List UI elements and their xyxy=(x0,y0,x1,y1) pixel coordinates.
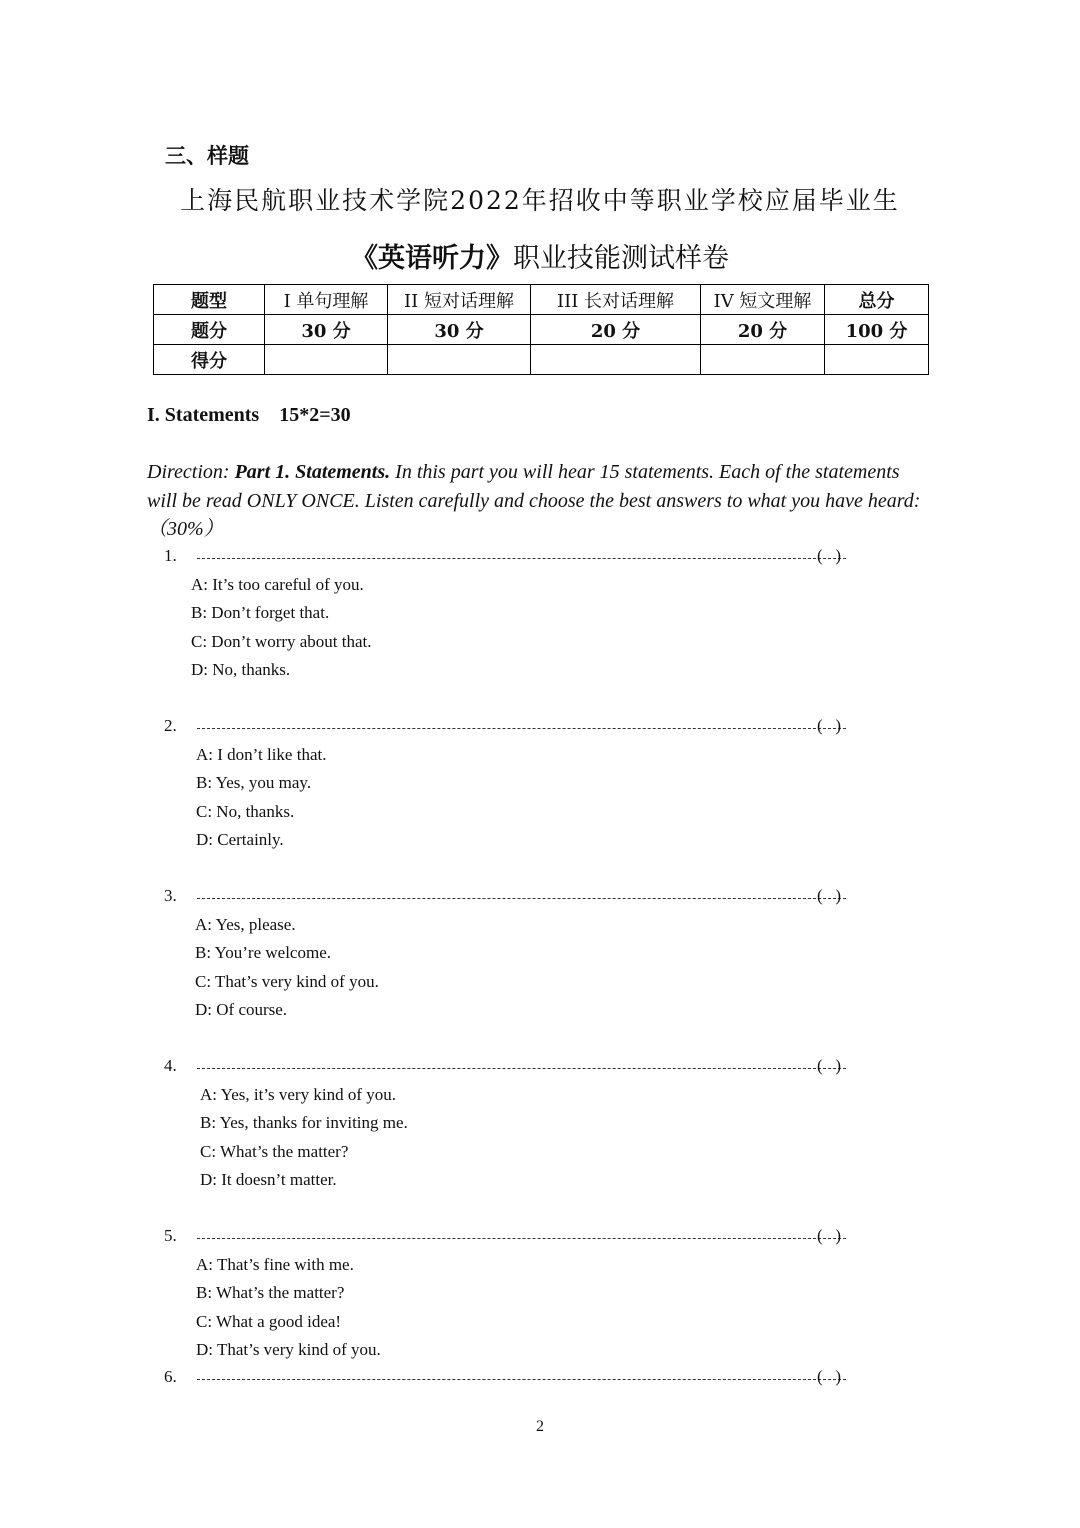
score-table-cell xyxy=(388,345,531,375)
question-line xyxy=(164,1226,864,1250)
answer-blank[interactable]: ( ) xyxy=(817,716,842,735)
answer-blank[interactable]: ( ) xyxy=(817,1367,842,1386)
answer-option: C: Don’t worry about that. xyxy=(191,631,372,651)
question-line xyxy=(164,716,864,740)
score-table-row-label: 得分 xyxy=(154,345,265,375)
answer-blank[interactable]: ( ) xyxy=(817,546,842,565)
score-table-cell: 30 分 xyxy=(265,315,388,345)
score-table-row-label: 题分 xyxy=(154,315,265,345)
answer-blank[interactable]: ( ) xyxy=(817,1056,842,1075)
score-table-header-row xyxy=(154,285,929,315)
answer-option: D: That’s very kind of you. xyxy=(196,1339,381,1359)
score-table-cell: 20 分 xyxy=(701,315,825,345)
question-number: 6. xyxy=(164,1367,177,1386)
score-table-cell xyxy=(701,345,825,375)
answer-dash-line xyxy=(197,728,846,729)
answer-option: B: Yes, thanks for inviting me. xyxy=(200,1113,408,1133)
answer-option: B: Yes, you may. xyxy=(196,773,312,793)
answer-dash-line xyxy=(197,1238,846,1239)
answer-option: B: Don’t forget that. xyxy=(191,603,330,623)
answer-dash-line xyxy=(197,1379,846,1380)
direction-bold: Part 1. Statements. xyxy=(234,461,391,483)
answer-option: C: No, thanks. xyxy=(196,801,295,821)
score-table-cell: 20 分 xyxy=(531,315,701,345)
score-table-cell xyxy=(825,345,929,375)
score-table-header-cell: III 长对话理解 xyxy=(531,285,701,315)
score-table-cell: 100 分 xyxy=(825,315,929,345)
answer-blank[interactable]: ( ) xyxy=(817,886,842,905)
question-line xyxy=(164,886,864,910)
score-table-cell xyxy=(265,345,388,375)
score-table-header-cell: 总分 xyxy=(825,285,929,315)
score-table-header-cell: IV 短文理解 xyxy=(701,285,825,315)
score-table-points-row xyxy=(154,315,929,345)
answer-option: D: It doesn’t matter. xyxy=(200,1169,337,1189)
direction-body: In this part you will hear 15 statements. Each of the statements will be read ONLY ONCE. Listen carefully and choose the best answers to what you have heard:（30%） xyxy=(147,461,921,540)
score-table-score-row xyxy=(154,345,929,375)
answer-option: A: That’s fine with me. xyxy=(196,1255,354,1274)
exam-subtitle: 职业技能测试样卷 xyxy=(513,243,729,274)
direction-lead: Direction: xyxy=(147,461,235,483)
score-table-header-cell: I 单句理解 xyxy=(265,285,388,315)
exam-title-line1: 上海民航职业技术学院2022年招收中等职业学校应届毕业生 xyxy=(180,186,900,215)
direction-text xyxy=(147,458,927,544)
answer-dash-line xyxy=(197,558,846,559)
question-line xyxy=(164,546,864,570)
answer-option: C: That’s very kind of you. xyxy=(195,971,379,991)
score-table xyxy=(153,284,929,375)
answer-option: D: Of course. xyxy=(195,999,288,1019)
exam-subject: 《英语听力》 xyxy=(351,243,513,274)
part-heading: I. Statements 15*2=30 xyxy=(147,404,351,426)
page-number: 2 xyxy=(536,1418,544,1435)
answer-option: B: You’re welcome. xyxy=(195,943,331,963)
answer-dash-line xyxy=(197,1068,846,1069)
question-line xyxy=(164,1367,864,1391)
answer-option: C: What’s the matter? xyxy=(200,1141,349,1161)
answer-blank[interactable]: ( ) xyxy=(817,1226,842,1245)
answer-option: A: I don’t like that. xyxy=(196,745,327,764)
question-number: 4. xyxy=(164,1056,177,1075)
score-table-cell: 30 分 xyxy=(388,315,531,345)
score-table-header-cell: II 短对话理解 xyxy=(388,285,531,315)
answer-option: C: What a good idea! xyxy=(196,1311,342,1331)
section-label: 三、样题 xyxy=(165,144,249,168)
question-line xyxy=(164,1056,864,1080)
question-number: 1. xyxy=(164,546,177,565)
question-number: 3. xyxy=(164,886,177,905)
answer-dash-line xyxy=(197,898,846,899)
answer-option: B: What’s the matter? xyxy=(196,1283,345,1303)
score-table-cell xyxy=(531,345,701,375)
question-number: 5. xyxy=(164,1226,177,1245)
answer-option: A: Yes, please. xyxy=(195,915,296,934)
answer-option: D: Certainly. xyxy=(196,829,284,849)
answer-option: A: Yes, it’s very kind of you. xyxy=(200,1085,396,1104)
score-table-header-cell: 题型 xyxy=(154,285,265,315)
answer-option: A: It’s too careful of you. xyxy=(191,575,364,594)
question-number: 2. xyxy=(164,716,177,735)
answer-option: D: No, thanks. xyxy=(191,659,291,679)
exam-title-line2 xyxy=(0,236,1080,275)
